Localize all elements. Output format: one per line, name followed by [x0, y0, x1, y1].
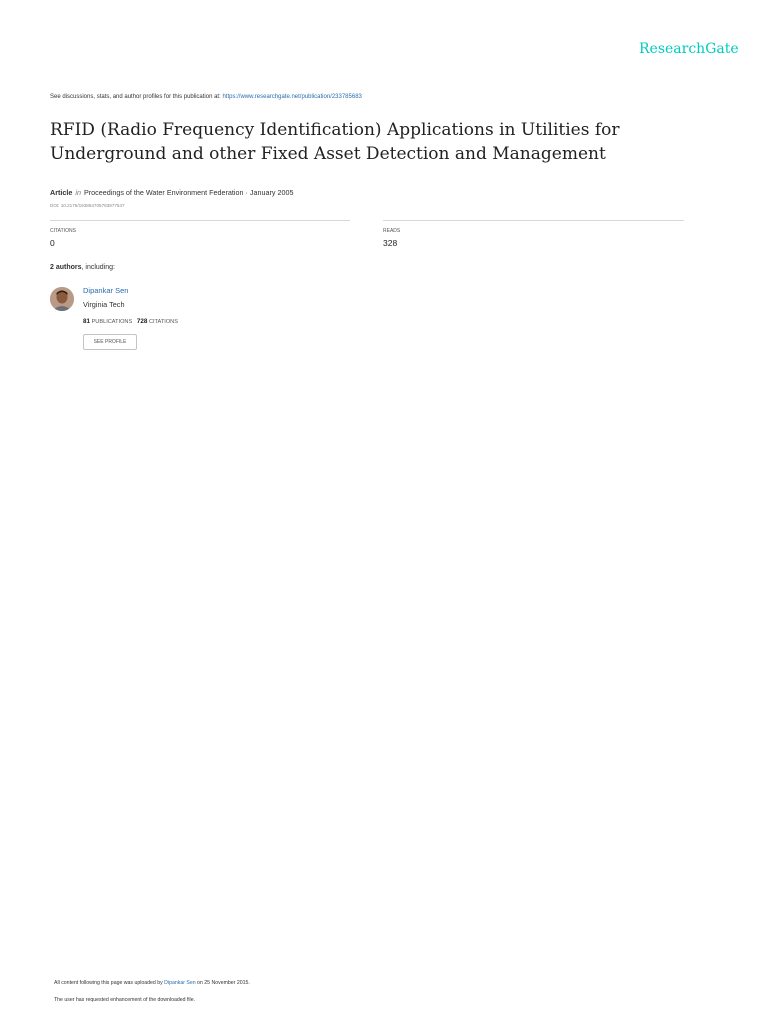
authors-count: 2 authors: [50, 264, 82, 271]
researchgate-logo[interactable]: ResearchGate: [639, 41, 739, 57]
author-citations-label: CITATIONS: [148, 319, 178, 325]
author-publications-count: 81: [83, 318, 91, 325]
enhancement-note: The user has requested enhancement of the downloaded file.: [54, 997, 196, 1003]
uploader-link[interactable]: Dipankar Sen: [164, 980, 196, 986]
publication-meta: [50, 188, 293, 197]
authors-suffix: , including:: [81, 264, 115, 271]
doi: DOI: 10.2175/193864705783977547: [50, 203, 125, 208]
author-citations-count: 728: [136, 318, 148, 325]
author-photo: [50, 287, 74, 311]
publication-title: RFID (Radio Frequency Identification) Applications in Utilities for Underground and other Fixed Asset Detection and Management: [50, 120, 620, 164]
intro-text: See discussions, stats, and author profiles for this publication at:: [50, 94, 223, 100]
reads-label: READS: [383, 228, 401, 234]
author-name-link[interactable]: Dipankar Sen: [83, 286, 129, 295]
intro-line: [50, 94, 362, 100]
publication-link[interactable]: https://www.researchgate.net/publication/233785683: [222, 94, 362, 100]
venue-date[interactable]: Proceedings of the Water Environment Federation · January 2005: [83, 188, 294, 197]
authors-summary: [50, 264, 115, 271]
reads-divider: [383, 220, 684, 221]
see-profile-button[interactable]: SEE PROFILE: [83, 334, 137, 350]
in-word: in: [75, 188, 81, 197]
author-avatar[interactable]: [50, 287, 74, 311]
upload-note: [54, 980, 250, 986]
upload-suffix: on 25 November 2015.: [195, 980, 250, 986]
reads-value: 328: [383, 238, 398, 248]
citations-value: 0: [50, 238, 55, 248]
author-publications-label: PUBLICATIONS: [91, 319, 133, 325]
upload-prefix: All content following this page was uploaded by: [54, 980, 165, 986]
author-stats: [83, 318, 178, 325]
citations-label: CITATIONS: [50, 228, 76, 234]
publication-type: Article: [50, 188, 73, 197]
author-institution: Virginia Tech: [83, 300, 125, 309]
citations-divider: [50, 220, 350, 221]
